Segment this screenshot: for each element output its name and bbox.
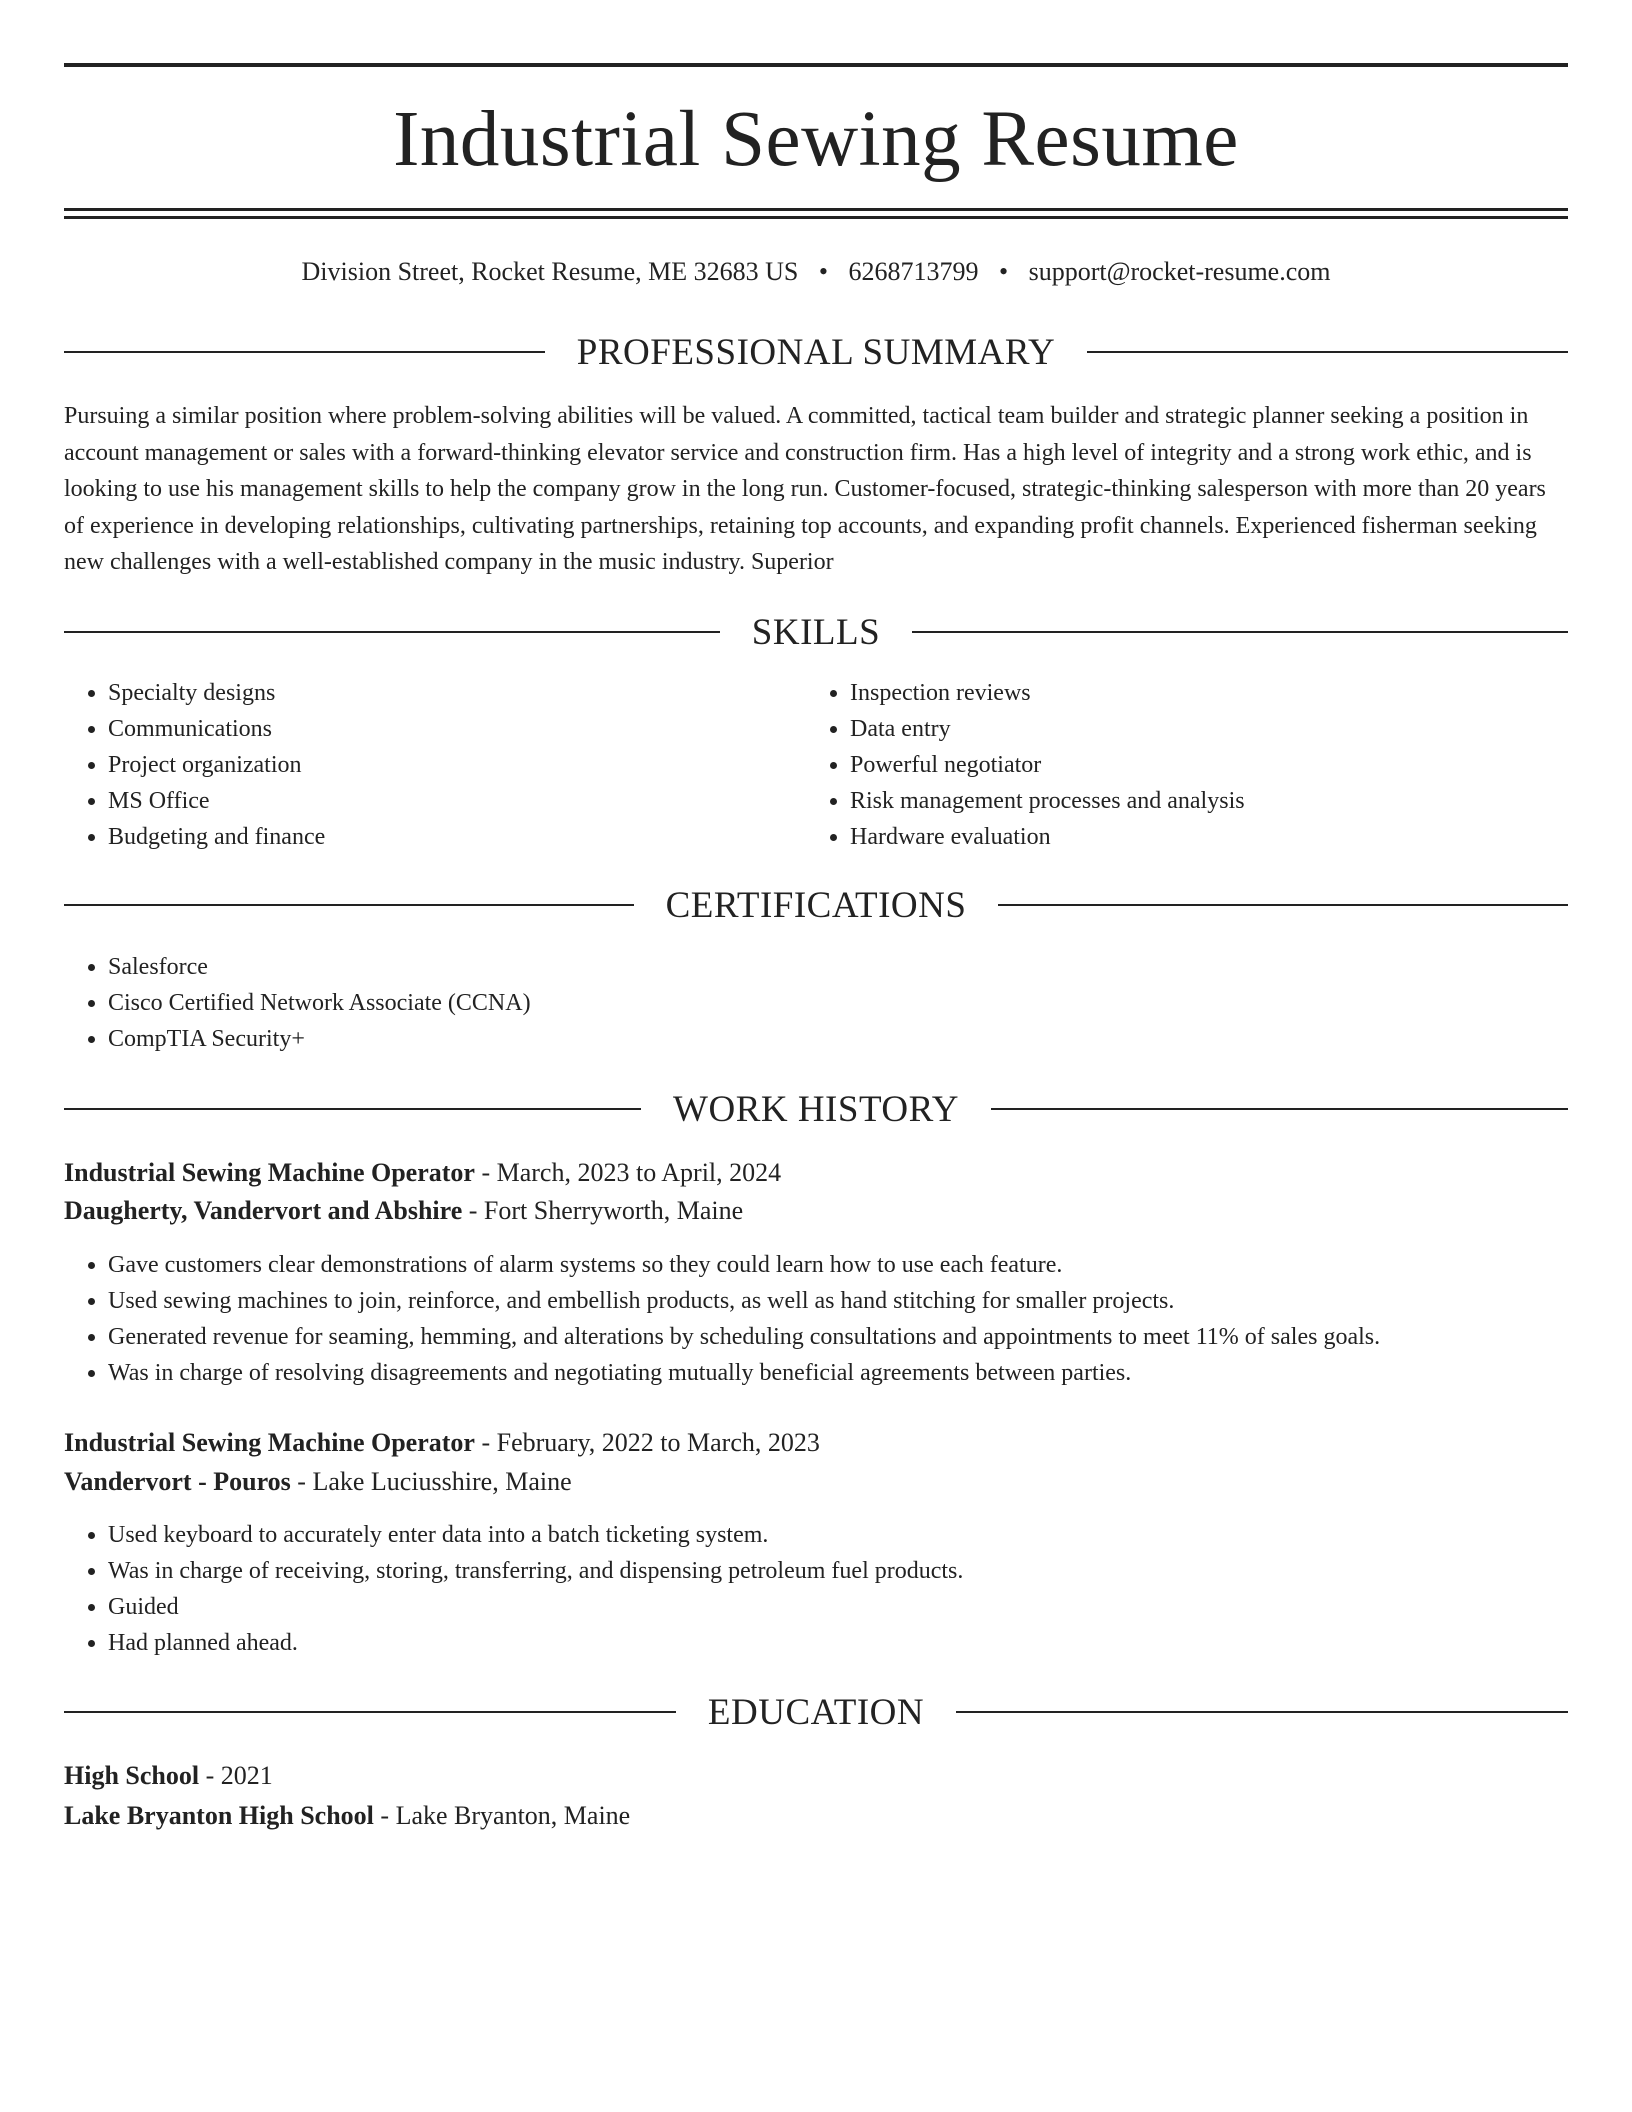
contact-phone: 6268713799 — [848, 257, 979, 286]
contact-line — [64, 252, 1568, 292]
summary-text: Pursuing a similar position where problem-solving abilities will be valued. A committed, tactical team builder and strategic planner seeking a position in account management or sales with a forward-thinking elevator service and construction firm. Has a high level of integrity and a strong work ethic, and is looking to use his management skills to help the company grow in the long run. Customer-focused, strategic-thinking salesperson with more than 20 years of experience in developing relationships, cultivating partnerships, retaining top accounts, and expanding profit channels. Experienced fisherman seeking new challenges with a well-established company in the music industry. Superior — [64, 403, 1546, 575]
divider-line — [64, 631, 720, 633]
skill-item: • Communications — [108, 711, 808, 747]
skill-item: • Risk management processes and analysis — [850, 783, 1550, 819]
skill-item: • MS Office — [108, 783, 808, 819]
skill-item: • Project organization — [108, 747, 808, 783]
job-dates: - February, 2022 to March, 2023 — [474, 1428, 820, 1457]
job-bullet: • Guided — [108, 1589, 1568, 1625]
divider-line — [64, 351, 545, 353]
skill-item: • Inspection reviews — [850, 675, 1550, 711]
job-bullet: • Used sewing machines to join, reinforce, and embellish products, as well as hand stitching for smaller projects. — [108, 1283, 1568, 1319]
job-bullets — [64, 1517, 1568, 1661]
divider-line — [64, 904, 634, 906]
title-rule-lower — [64, 216, 1568, 219]
divider-line — [956, 1711, 1568, 1713]
certification-item: • Salesforce — [108, 949, 1568, 985]
section-title-certifications: CERTIFICATIONS — [665, 884, 967, 926]
job-bullets — [64, 1247, 1568, 1391]
job-title-line — [64, 1424, 1568, 1462]
section-header-certifications — [64, 883, 1568, 927]
job-bullet: • Gave customers clear demonstrations of alarm systems so they could learn how to use each feature. — [108, 1247, 1568, 1283]
divider-line — [912, 631, 1568, 633]
certification-item: • Cisco Certified Network Associate (CCNA) — [108, 985, 1568, 1021]
job-bullet: • Used keyboard to accurately enter data into a batch ticketing system. — [108, 1517, 1568, 1553]
job-title-line — [64, 1154, 1568, 1192]
title-rule-upper — [64, 208, 1568, 211]
job-company: Vandervort - Pouros — [64, 1467, 291, 1496]
section-title-skills: SKILLS — [751, 611, 881, 653]
certifications-list — [64, 949, 1568, 1057]
skill-item: • Hardware evaluation — [850, 819, 1550, 855]
certification-item: • CompTIA Security+ — [108, 1021, 1568, 1057]
job-dates: - March, 2023 to April, 2024 — [474, 1158, 782, 1187]
skill-item: • Data entry — [850, 711, 1550, 747]
job-bullet: • Generated revenue for seaming, hemming, and alterations by scheduling consultations and appointments to meet 11% of sales goals. — [108, 1319, 1568, 1355]
skills-list-right — [806, 675, 1550, 855]
resume-title: Industrial Sewing Resume — [393, 96, 1239, 183]
education-location: - Lake Bryanton, Maine — [373, 1801, 631, 1830]
skills-list-left — [64, 675, 808, 855]
education-school: Lake Bryanton High School — [64, 1801, 374, 1830]
skill-item: • Powerful negotiator — [850, 747, 1550, 783]
section-title-work: WORK HISTORY — [673, 1088, 959, 1130]
contact-separator: • — [998, 257, 1009, 286]
section-header-education — [64, 1690, 1568, 1734]
contact-email: support@rocket-resume.com — [1028, 257, 1331, 286]
education-school-line — [64, 1797, 1568, 1835]
contact-address: Division Street, Rocket Resume, ME 32683 US — [301, 257, 799, 286]
divider-line — [1087, 351, 1568, 353]
job-company-line — [64, 1192, 1568, 1230]
job-bullet: • Was in charge of receiving, storing, transferring, and dispensing petroleum fuel products. — [108, 1553, 1568, 1589]
job-role: Industrial Sewing Machine Operator — [64, 1158, 475, 1187]
job-role: Industrial Sewing Machine Operator — [64, 1428, 475, 1457]
education-year: - 2021 — [199, 1761, 273, 1790]
education-degree-line — [64, 1757, 1568, 1795]
section-title-summary: PROFESSIONAL SUMMARY — [576, 331, 1056, 373]
divider-line — [998, 904, 1568, 906]
contact-separator: • — [818, 257, 828, 286]
section-header-summary — [64, 330, 1568, 374]
education-degree: High School — [64, 1761, 200, 1790]
job-location: - Lake Luciusshire, Maine — [290, 1467, 572, 1496]
job-company: Daugherty, Vandervort and Abshire — [64, 1196, 463, 1225]
job-company-line — [64, 1463, 1568, 1501]
section-title-education: EDUCATION — [707, 1691, 925, 1733]
divider-line — [64, 1711, 676, 1713]
divider-line — [991, 1108, 1568, 1110]
job-location: - Fort Sherryworth, Maine — [462, 1196, 744, 1225]
divider-line — [64, 1108, 641, 1110]
job-bullet: • Was in charge of resolving disagreements and negotiating mutually beneficial agreements between parties. — [108, 1355, 1568, 1391]
section-header-skills — [64, 610, 1568, 654]
section-header-work — [64, 1087, 1568, 1131]
top-rule — [64, 63, 1568, 67]
skill-item: • Budgeting and finance — [108, 819, 808, 855]
job-bullet: • Had planned ahead. — [108, 1625, 1568, 1661]
skill-item: • Specialty designs — [108, 675, 808, 711]
